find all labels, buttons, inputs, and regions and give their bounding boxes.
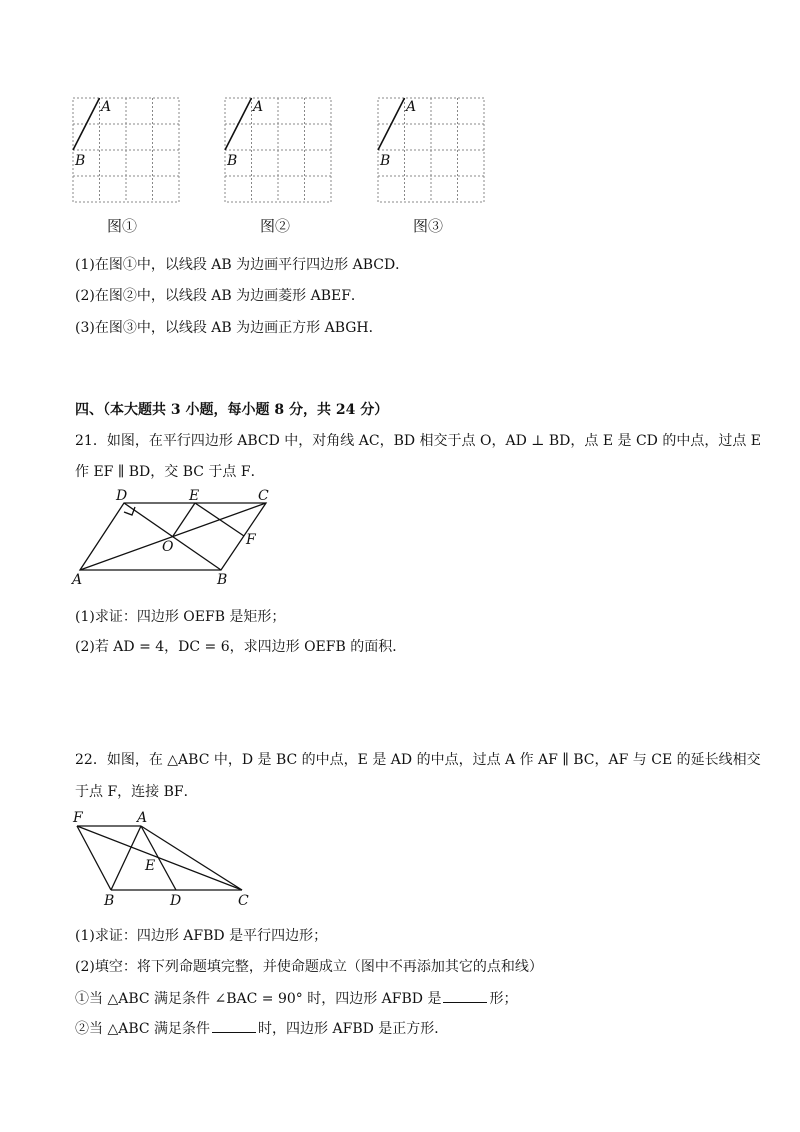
grid-figures [60, 88, 500, 208]
label-a: A [406, 99, 417, 115]
diagonal-bd [124, 503, 221, 570]
label-c: C [258, 488, 269, 504]
label-b: B [75, 153, 86, 169]
label-d: D [170, 893, 182, 908]
q20-item-1: (1)在图①中，以线段 AB 为边画平行四边形 ABCD． [75, 257, 410, 273]
q22-stem-line-2: 于点 F，连接 BF． [75, 784, 198, 800]
q20-item-2: (2)在图②中，以线段 AB 为边画菱形 ABEF． [75, 288, 365, 304]
label-a: A [253, 99, 264, 115]
segment-oe [173, 503, 195, 536]
label-a: A [101, 99, 112, 115]
label-d: D [116, 488, 128, 504]
q20-item-3: (3)在图③中，以线段 AB 为边画正方形 ABGH． [75, 320, 383, 336]
q22-sub-1-tail: 形； [489, 991, 518, 1007]
label-b: B [380, 153, 391, 169]
label-f: F [246, 532, 256, 548]
grid-figure-3 [378, 98, 484, 202]
caption-fig-2: 图② [260, 217, 291, 235]
segment-ab [225, 98, 252, 150]
caption-fig-1: 图① [107, 217, 138, 235]
grid-figure-2 [225, 98, 331, 202]
q21-part-2: (2)若 AD = 4，DC = 6，求四边形 OEFB 的面积． [75, 639, 407, 655]
q22-sub-2-tail: 时，四边形 AFBD 是正方形． [258, 1021, 449, 1037]
label-b: B [217, 572, 228, 586]
q22-sub-2-text: ②当 △ABC 满足条件 [75, 1021, 211, 1037]
q22-stem-line-1: 22．如图，在 △ABC 中，D 是 BC 的中点，E 是 AD 的中点，过点 A 作 AF ∥ BC，AF 与 CE 的延长线相交 [75, 752, 761, 768]
segment-ab [378, 98, 405, 150]
segment-fc [77, 826, 242, 890]
label-a: A [137, 810, 148, 826]
q22-part-1: (1)求证：四边形 AFBD 是平行四边形； [75, 928, 328, 944]
q21-stem-line-2: 作 EF ∥ BD，交 BC 于点 F． [75, 464, 265, 480]
label-b: B [104, 893, 115, 908]
label-f: F [73, 810, 83, 826]
q22-part-2: (2)填空：将下列命题填完整，并使命题成立（图中不再添加其它的点和线） [75, 959, 543, 975]
caption-fig-3: 图③ [413, 217, 444, 235]
label-b: B [227, 153, 238, 169]
answer-blank-2[interactable] [212, 1018, 256, 1033]
q22-sub-1-text: ①当 △ABC 满足条件 ∠BAC = 90° 时，四边形 AFBD 是 [75, 991, 442, 1007]
label-e: E [189, 488, 200, 504]
label-c: C [238, 893, 249, 908]
label-o: O [162, 539, 174, 555]
segment-ab [73, 98, 100, 150]
answer-blank-1[interactable] [443, 988, 487, 1003]
right-angle-mark [124, 507, 135, 515]
q21-stem-line-1: 21．如图，在平行四边形 ABCD 中，对角线 AC，BD 相交于点 O，AD ⊥ BD，点 E 是 CD 的中点，过点 E [75, 433, 762, 449]
segment-ef [195, 503, 244, 536]
q22-figure [66, 808, 256, 908]
segment-fb [77, 826, 111, 890]
segment-ab [111, 826, 141, 890]
label-e: E [145, 858, 156, 874]
q22-sub-1 [75, 988, 517, 1009]
grid-figure-1 [73, 98, 179, 202]
q21-figure [68, 486, 283, 586]
q22-sub-2 [75, 1018, 448, 1039]
segment-ac [141, 826, 242, 890]
label-a: A [72, 572, 83, 586]
section-heading: 四、（本大题共 3 小题，每小题 8 分，共 24 分） [75, 402, 389, 418]
q21-part-1: (1)求证：四边形 OEFB 是矩形； [75, 609, 286, 625]
